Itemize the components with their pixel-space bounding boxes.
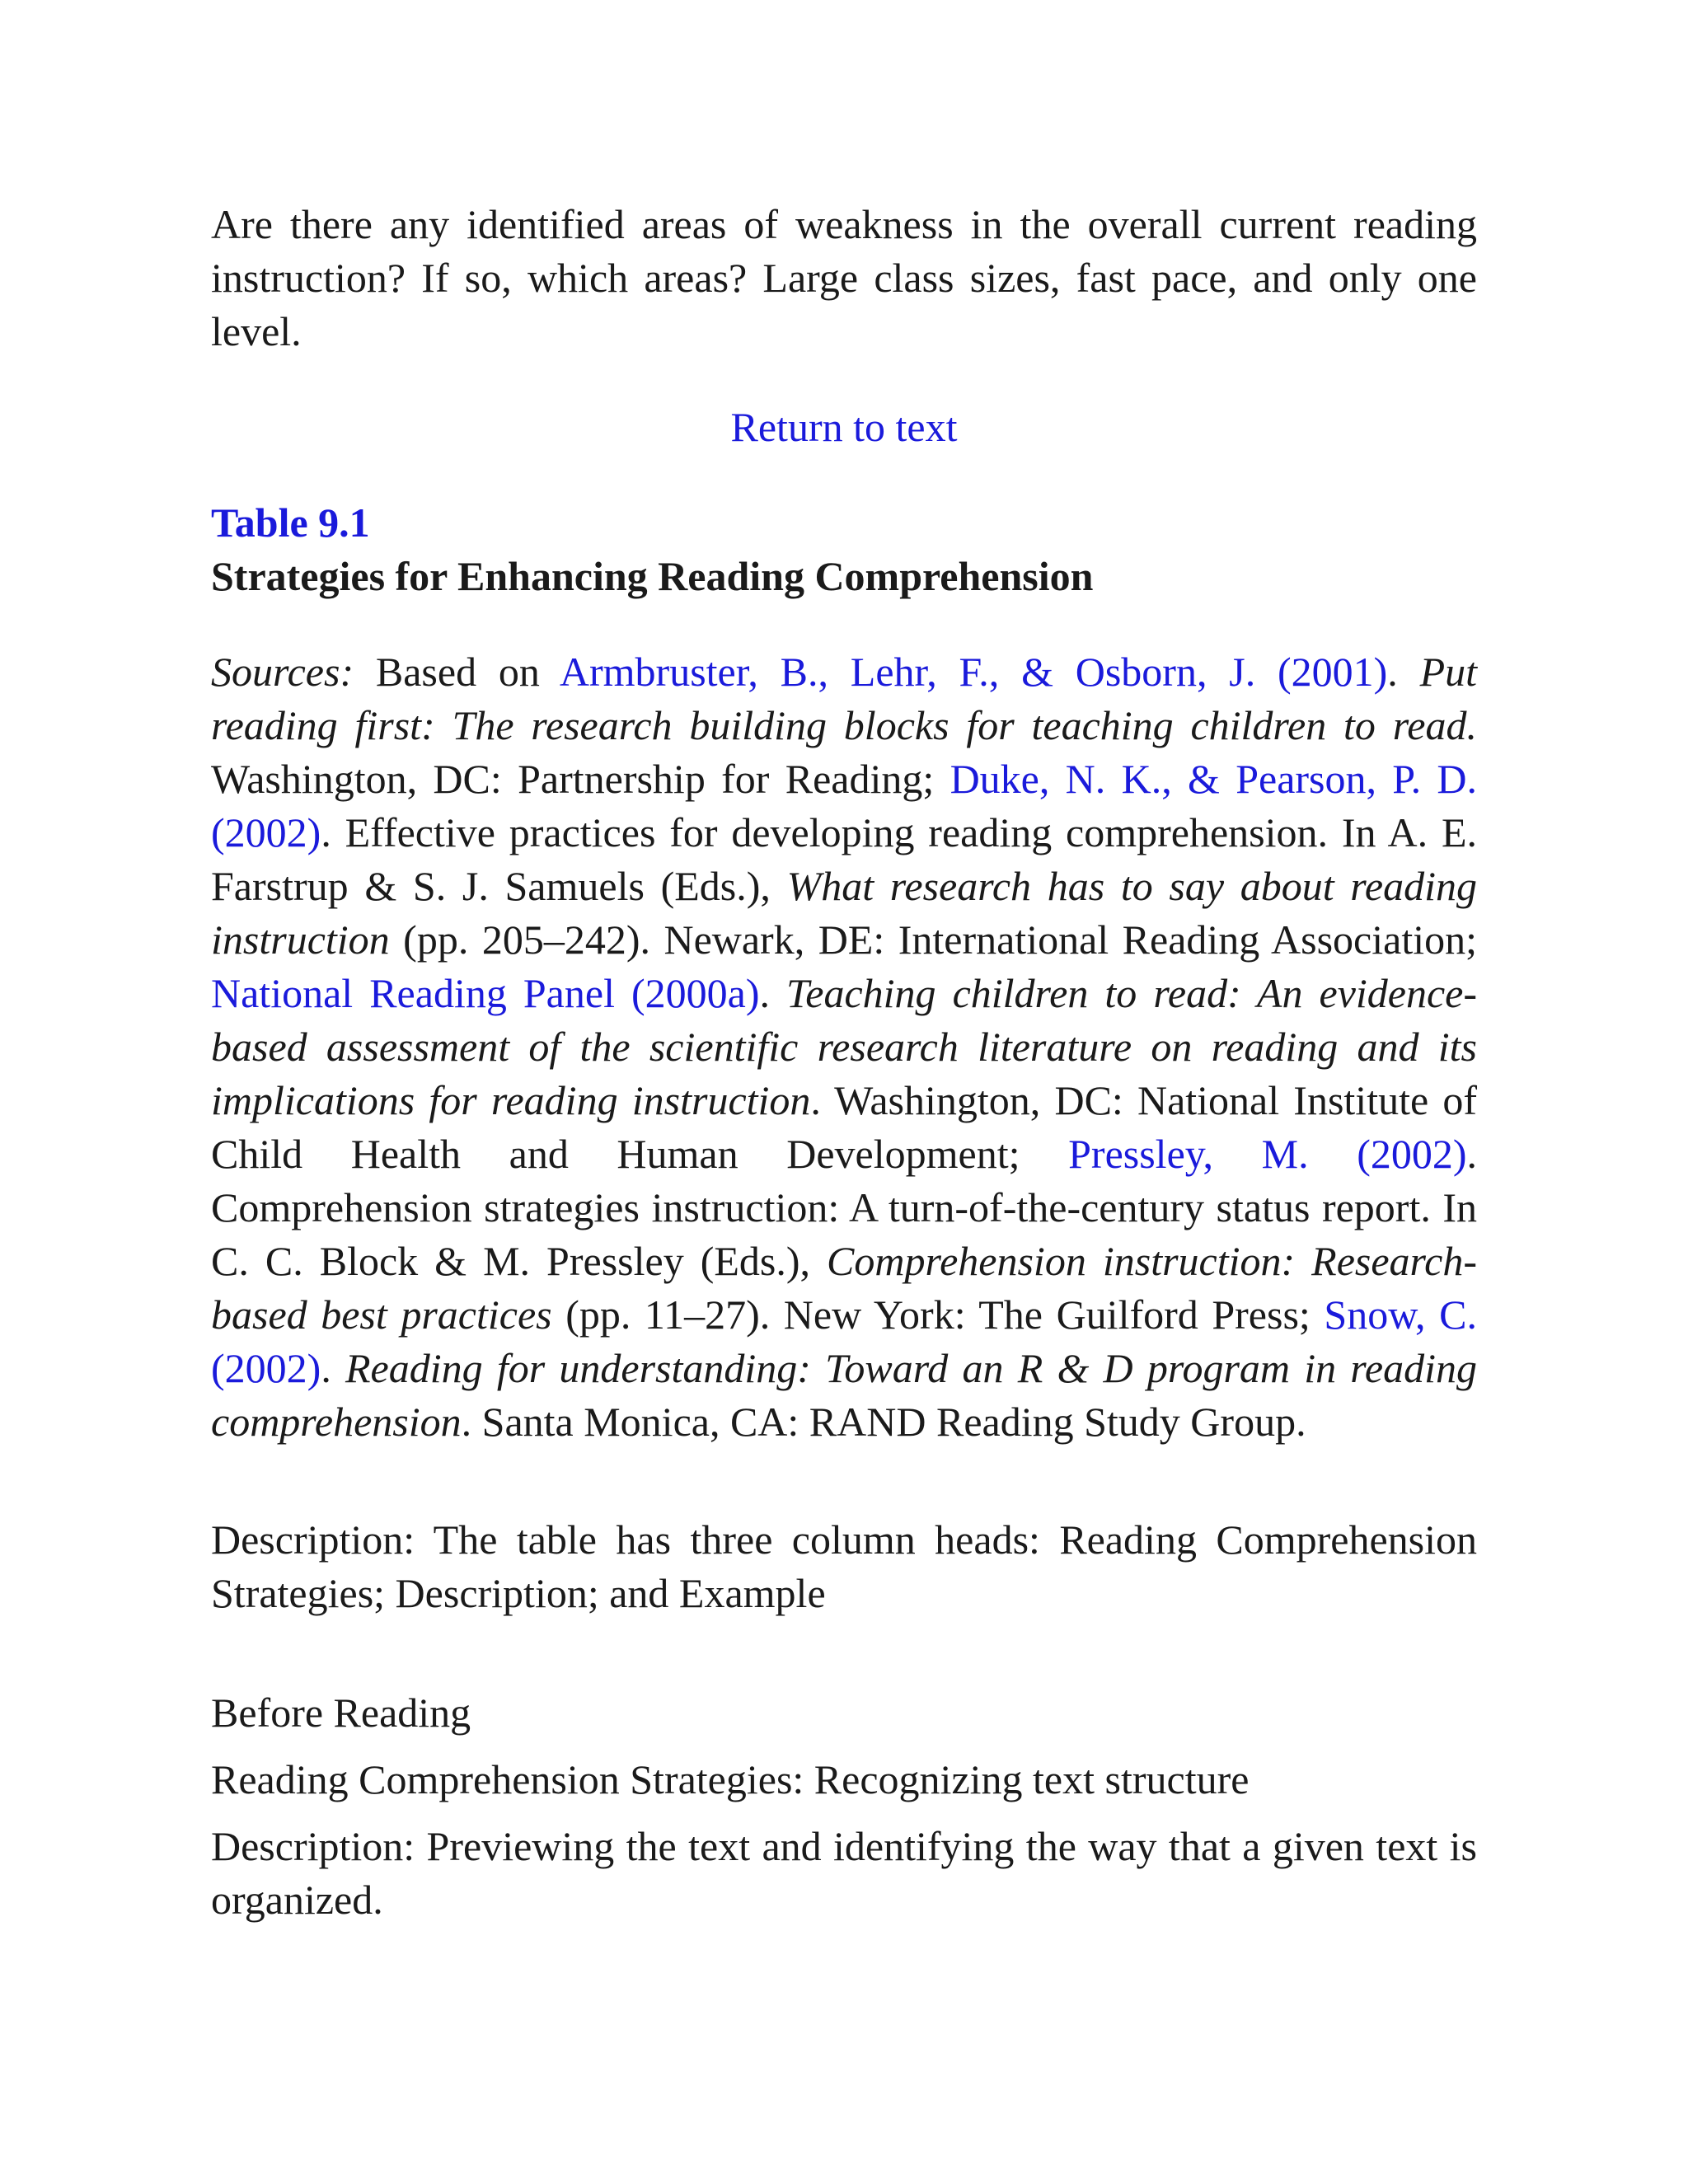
ref3-pub: . Washington, DC: National Institute of Child Health and Human Development; [211,1077,1477,1177]
sources-paragraph [211,645,1477,1449]
ref-duke-link[interactable]: Duke, N. K., & Pearson, P. D. (2002) [211,756,1477,855]
table-label: Table 9.1 [211,499,370,546]
strategy-description: Description: Previewing the text and identifying the way that a given text is organized. [211,1823,1477,1923]
ref4-text: . Comprehension strategies instruction: A turn-of-the-century status report. In C. C. Block & M. Pressley (Eds.), [211,1131,1477,1284]
ref2-text: . Effective practices for developing reading comprehension. In A. E. Farstrup & S. J. Samuels (Eds.), [211,809,1477,909]
ref1-pub: Washington, DC: Partnership for Reading; [211,756,950,802]
ref1-punct: . [1387,649,1420,695]
ref5-title: Reading for understanding: Toward an R & D program in reading comprehension [211,1345,1477,1445]
ref1-title: Put reading first: The research building blocks for teaching children to read. [211,649,1478,748]
section-before-reading: Before Reading [211,1690,471,1736]
return-to-text-link[interactable]: Return to text [730,404,958,450]
sources-label: Sources: [211,649,354,695]
strategy-line: Reading Comprehension Strategies: Recognizing text structure [211,1756,1250,1802]
ref2-pub: (pp. 205–242). Newark, DE: International Reading Association; [389,916,1477,963]
ref4-title: Comprehension instruction: Research-based best practices [211,1238,1478,1338]
question-paragraph: Are there any identified areas of weakness in the overall current reading instruction? If so, which areas? Large class sizes, fast pace, and only one level. [211,201,1477,354]
table-title: Strategies for Enhancing Reading Comprehension [211,553,1094,599]
ref5-pub: . Santa Monica, CA: RAND Reading Study Group. [461,1399,1306,1445]
ref4-pub: (pp. 11–27). New York: The Guilford Press; [551,1291,1325,1338]
ref-snow-link[interactable]: Snow, C. (2002) [211,1291,1477,1391]
ref-armbruster-link[interactable]: Armbruster, B., Lehr, F., & Osborn, J. (2001) [559,649,1388,695]
table-description: Description: The table has three column heads: Reading Comprehension Strategies; Description; and Example [211,1516,1477,1616]
return-to-text-link-wrapper [211,401,1477,454]
ref3-title: Teaching children to read: An evidence-based assessment of the scientific research literature on reading and its implications for reading instruction [211,970,1477,1123]
ref5-punct: . [321,1345,346,1391]
ref-nrp-link[interactable]: National Reading Panel (2000a) [211,970,760,1016]
sources-based-on: Based on [354,649,560,695]
ref-pressley-link[interactable]: Pressley, M. (2002) [1068,1131,1467,1177]
ref3-punct: . [759,970,787,1016]
ref2-title: What research has to say about reading instruction [211,863,1477,963]
